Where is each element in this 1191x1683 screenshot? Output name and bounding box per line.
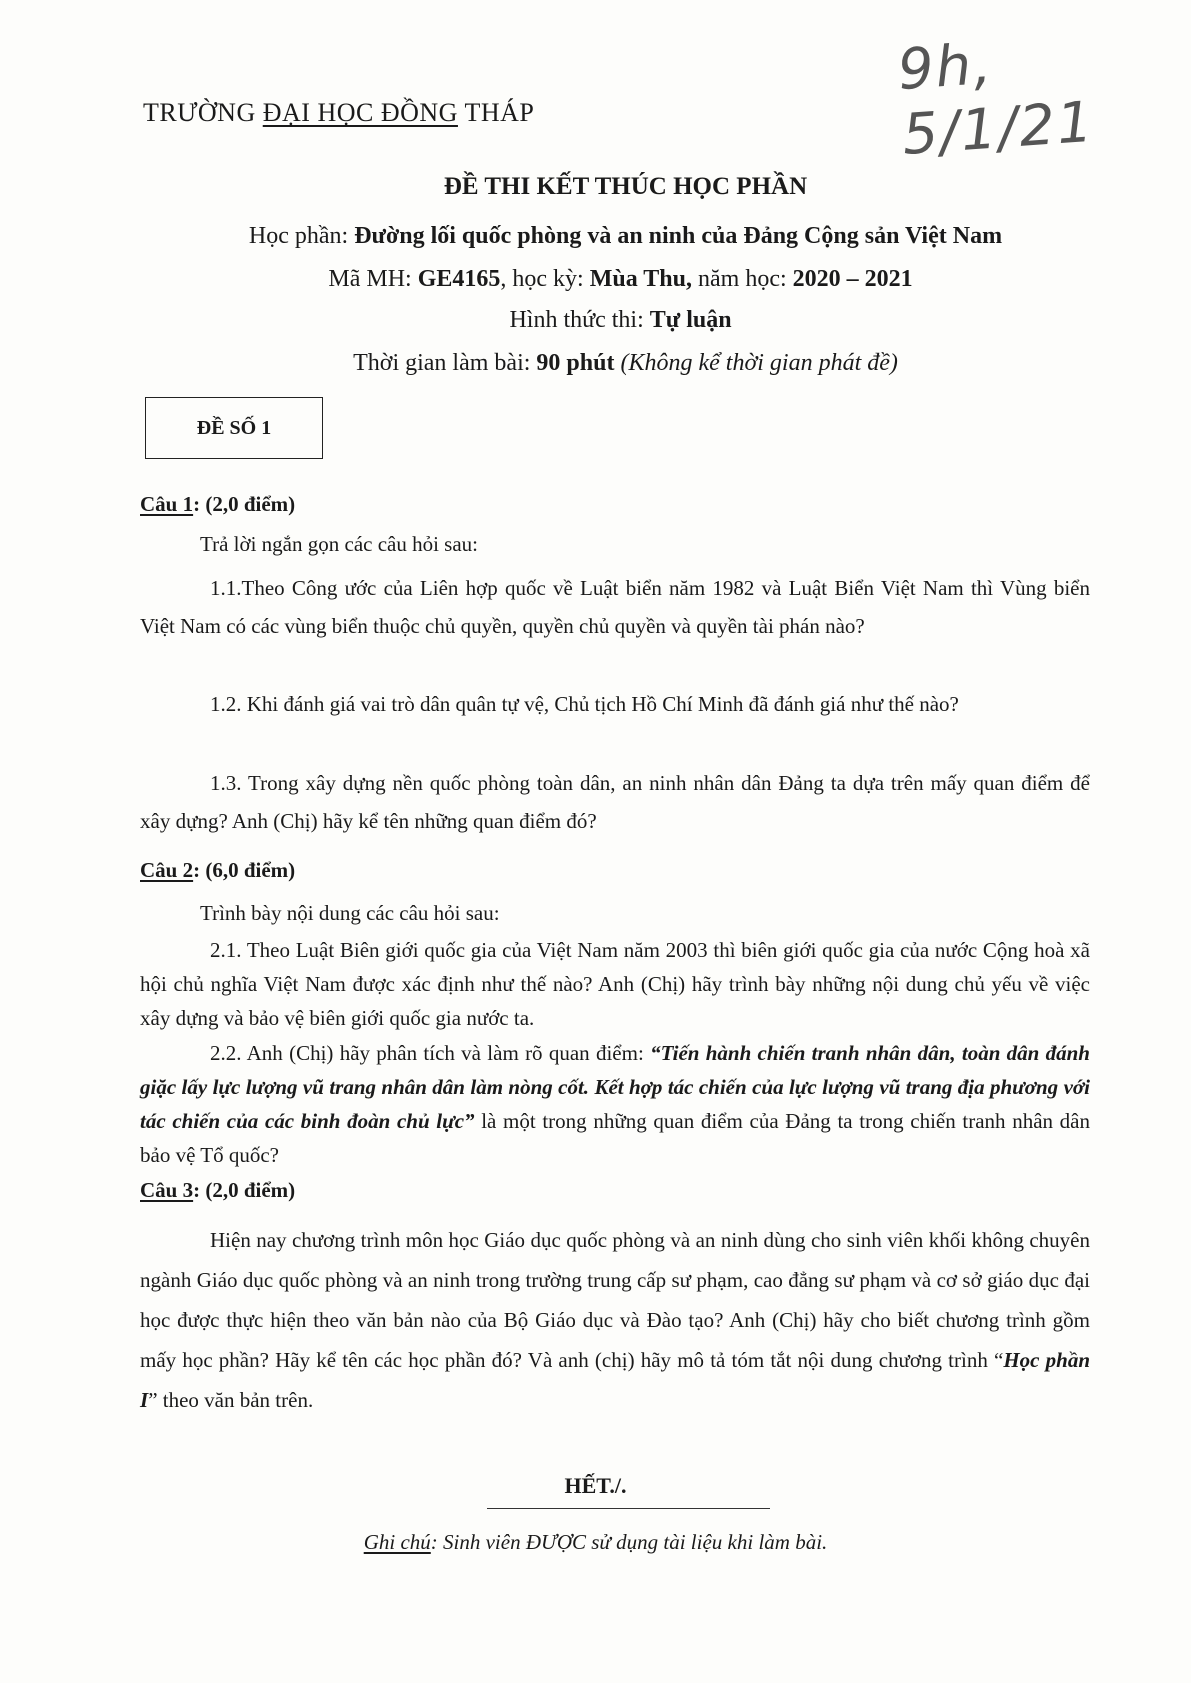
question-1-item-3: 1.3. Trong xây dựng nền quốc phòng toàn dân, an ninh nhân dân Đảng ta dựa trên mấy quan điểm để xây dựng? Anh (Chị) hãy kể tên những quan điểm đó? (140, 771, 1090, 833)
question-3-item-1: Hiện nay chương trình môn học Giáo dục quốc phòng và an ninh dùng cho sinh viên khối không chuyên ngành Giáo dục quốc phòng và an ninh trong trường trung cấp sư phạm, cao đẳng sư phạm và cơ sở giáo dục đại học được thực hiện theo văn bản nào của Bộ Giáo dục và Đào tạo? Anh (Chị) hãy cho biết chương trình gồm mấy học phần? Hãy kể tên các học phần đó? Và anh (chị) hãy mô tả tóm tắt nội dung chương trình “Học phần I” theo văn bản trên. (140, 1228, 1091, 1412)
question-1-heading: Câu 1: (2,0 điểm) (140, 492, 296, 516)
exam-format-line: Hình thức thi: Tự luận (509, 307, 732, 333)
question-3-heading: Câu 3: (2,0 điểm) (140, 1178, 296, 1202)
question-2-item-2: 2.2. Anh (Chị) hãy phân tích và làm rõ quan điểm: “Tiến hành chiến tranh nhân dân, toàn dân đánh giặc lấy lực lượng vũ trang nhân dân làm nòng cốt. Kết hợp tác chiến của lực lượng vũ trang địa phương với tác chiến của các binh đoàn chủ lực” là một trong những quan điểm của Đảng ta trong chiến tranh nhân dân bảo vệ Tổ quốc? (140, 1041, 1090, 1167)
exam-time-line: Thời gian làm bài: 90 phút (Không kể thời gian phát đề) (353, 350, 898, 376)
question-1-item-1: 1.1.Theo Công ước của Liên hợp quốc về Luật biển năm 1982 và Luật Biển Việt Nam thì Vùng biển Việt Nam có các vùng biển thuộc chủ quyền, quyền chủ quyền và quyền tài phán nào? (140, 576, 1090, 638)
footnote: Ghi chú: Sinh viên ĐƯỢC sử dụng tài liệu khi làm bài. (363, 1530, 828, 1554)
exam-title: ĐỀ THI KẾT THÚC HỌC PHẦN (443, 173, 808, 200)
handwritten-annotation: 9h, 5/1/21 (895, 31, 1097, 168)
exam-number-box: ĐỀ SỐ 1 (145, 397, 323, 459)
end-marker: HẾT./. (564, 1473, 627, 1498)
end-divider (487, 1508, 770, 1509)
question-2-intro: Trình bày nội dung các câu hỏi sau: (200, 901, 500, 925)
question-2-heading: Câu 2: (6,0 điểm) (140, 858, 296, 882)
school-name: TRƯỜNG ĐẠI HỌC ĐỒNG THÁP (143, 98, 535, 127)
course-code-line: Mã MH: GE4165, học kỳ: Mùa Thu, năm học: 2020 – 2021 (328, 266, 913, 292)
question-1-item-2: 1.2. Khi đánh giá vai trò dân quân tự vệ, Chủ tịch Hồ Chí Minh đã đánh giá như thế nào? (210, 692, 959, 716)
subject-line: Học phần: Đường lối quốc phòng và an ninh của Đảng Cộng sản Việt Nam (248, 223, 1003, 249)
question-1-intro: Trả lời ngắn gọn các câu hỏi sau: (200, 532, 479, 556)
question-2-item-1: 2.1. Theo Luật Biên giới quốc gia của Việt Nam năm 2003 thì biên giới quốc gia của nước Cộng hoà xã hội chủ nghĩa Việt Nam được xác định như thế nào? Anh (Chị) hãy trình bày những nội dung chủ yếu về việc xây dựng và bảo vệ biên giới quốc gia nước ta. (140, 938, 1090, 1030)
